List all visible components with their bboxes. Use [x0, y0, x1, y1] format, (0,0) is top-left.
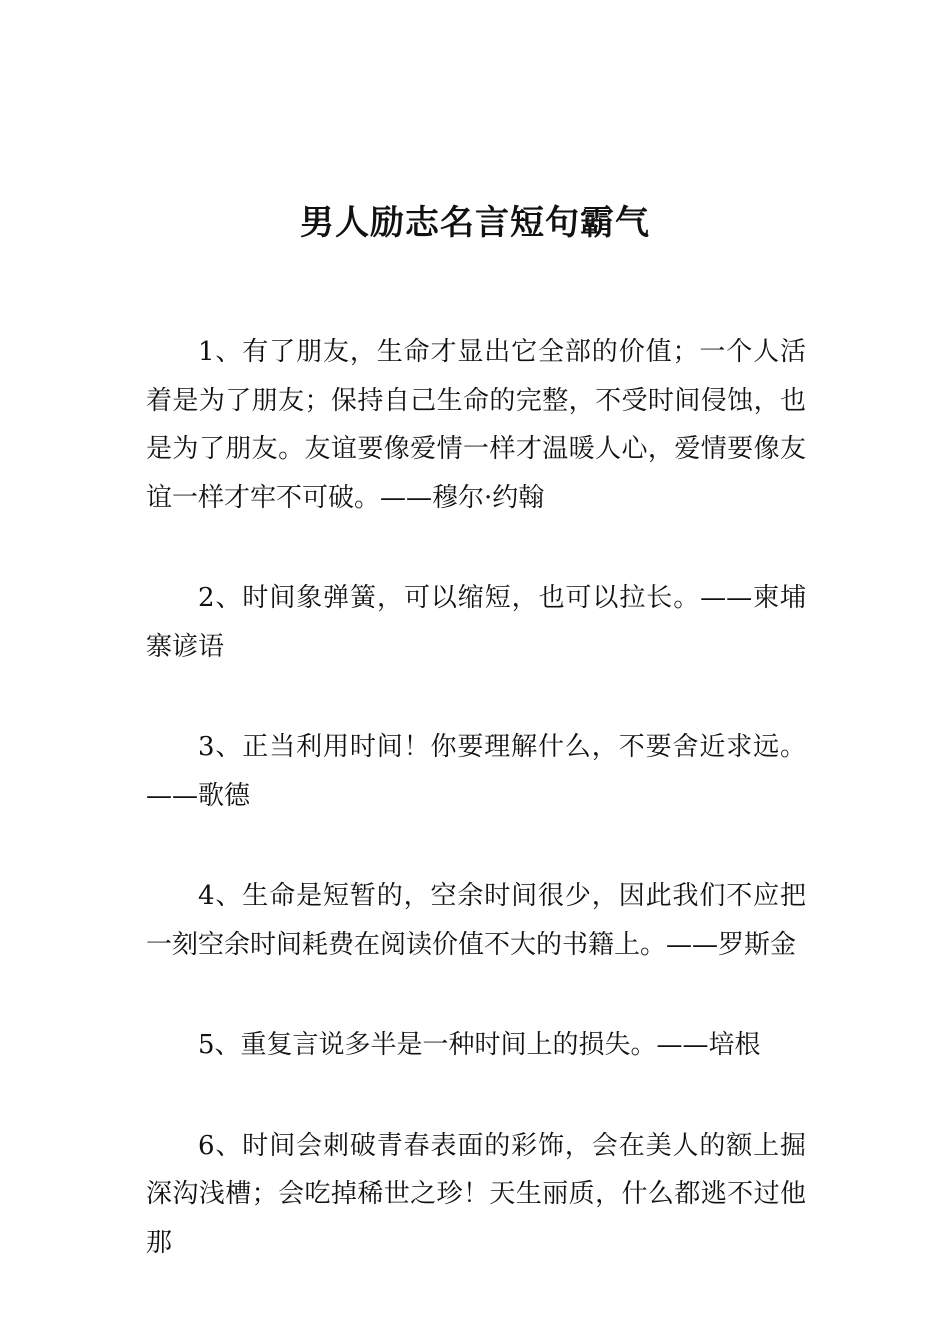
quote-paragraph-4: 4、生命是短暂的，空余时间很少，因此我们不应把一刻空余时间耗费在阅读价值不大的书籍上。——罗斯金 — [146, 881, 806, 960]
quote-paragraph-1: 1、有了朋友，生命才显出它全部的价值；一个人活着是为了朋友；保持自己生命的完整，不受时间侵蚀，也是为了朋友。友谊要像爱情一样才温暖人心，爱情要像友谊一样才牢不可破。——穆尔·约翰 — [146, 337, 806, 513]
document-body — [146, 328, 806, 1267]
quote-paragraph-6: 6、时间会刺破青春表面的彩饰，会在美人的额上掘深沟浅槽；会吃掉稀世之珍！天生丽质，什么都逃不过他那 — [146, 1130, 806, 1258]
quote-paragraph-2: 2、时间象弹簧，可以缩短，也可以拉长。——柬埔寨谚语 — [146, 583, 806, 662]
document-title: 男人励志名言短句霸气 — [300, 202, 650, 243]
quote-paragraph-5: 5、重复言说多半是一种时间上的损失。——培根 — [198, 1030, 761, 1060]
quote-paragraph-3: 3、正当利用时间！你要理解什么，不要舍近求远。——歌德 — [146, 732, 806, 811]
